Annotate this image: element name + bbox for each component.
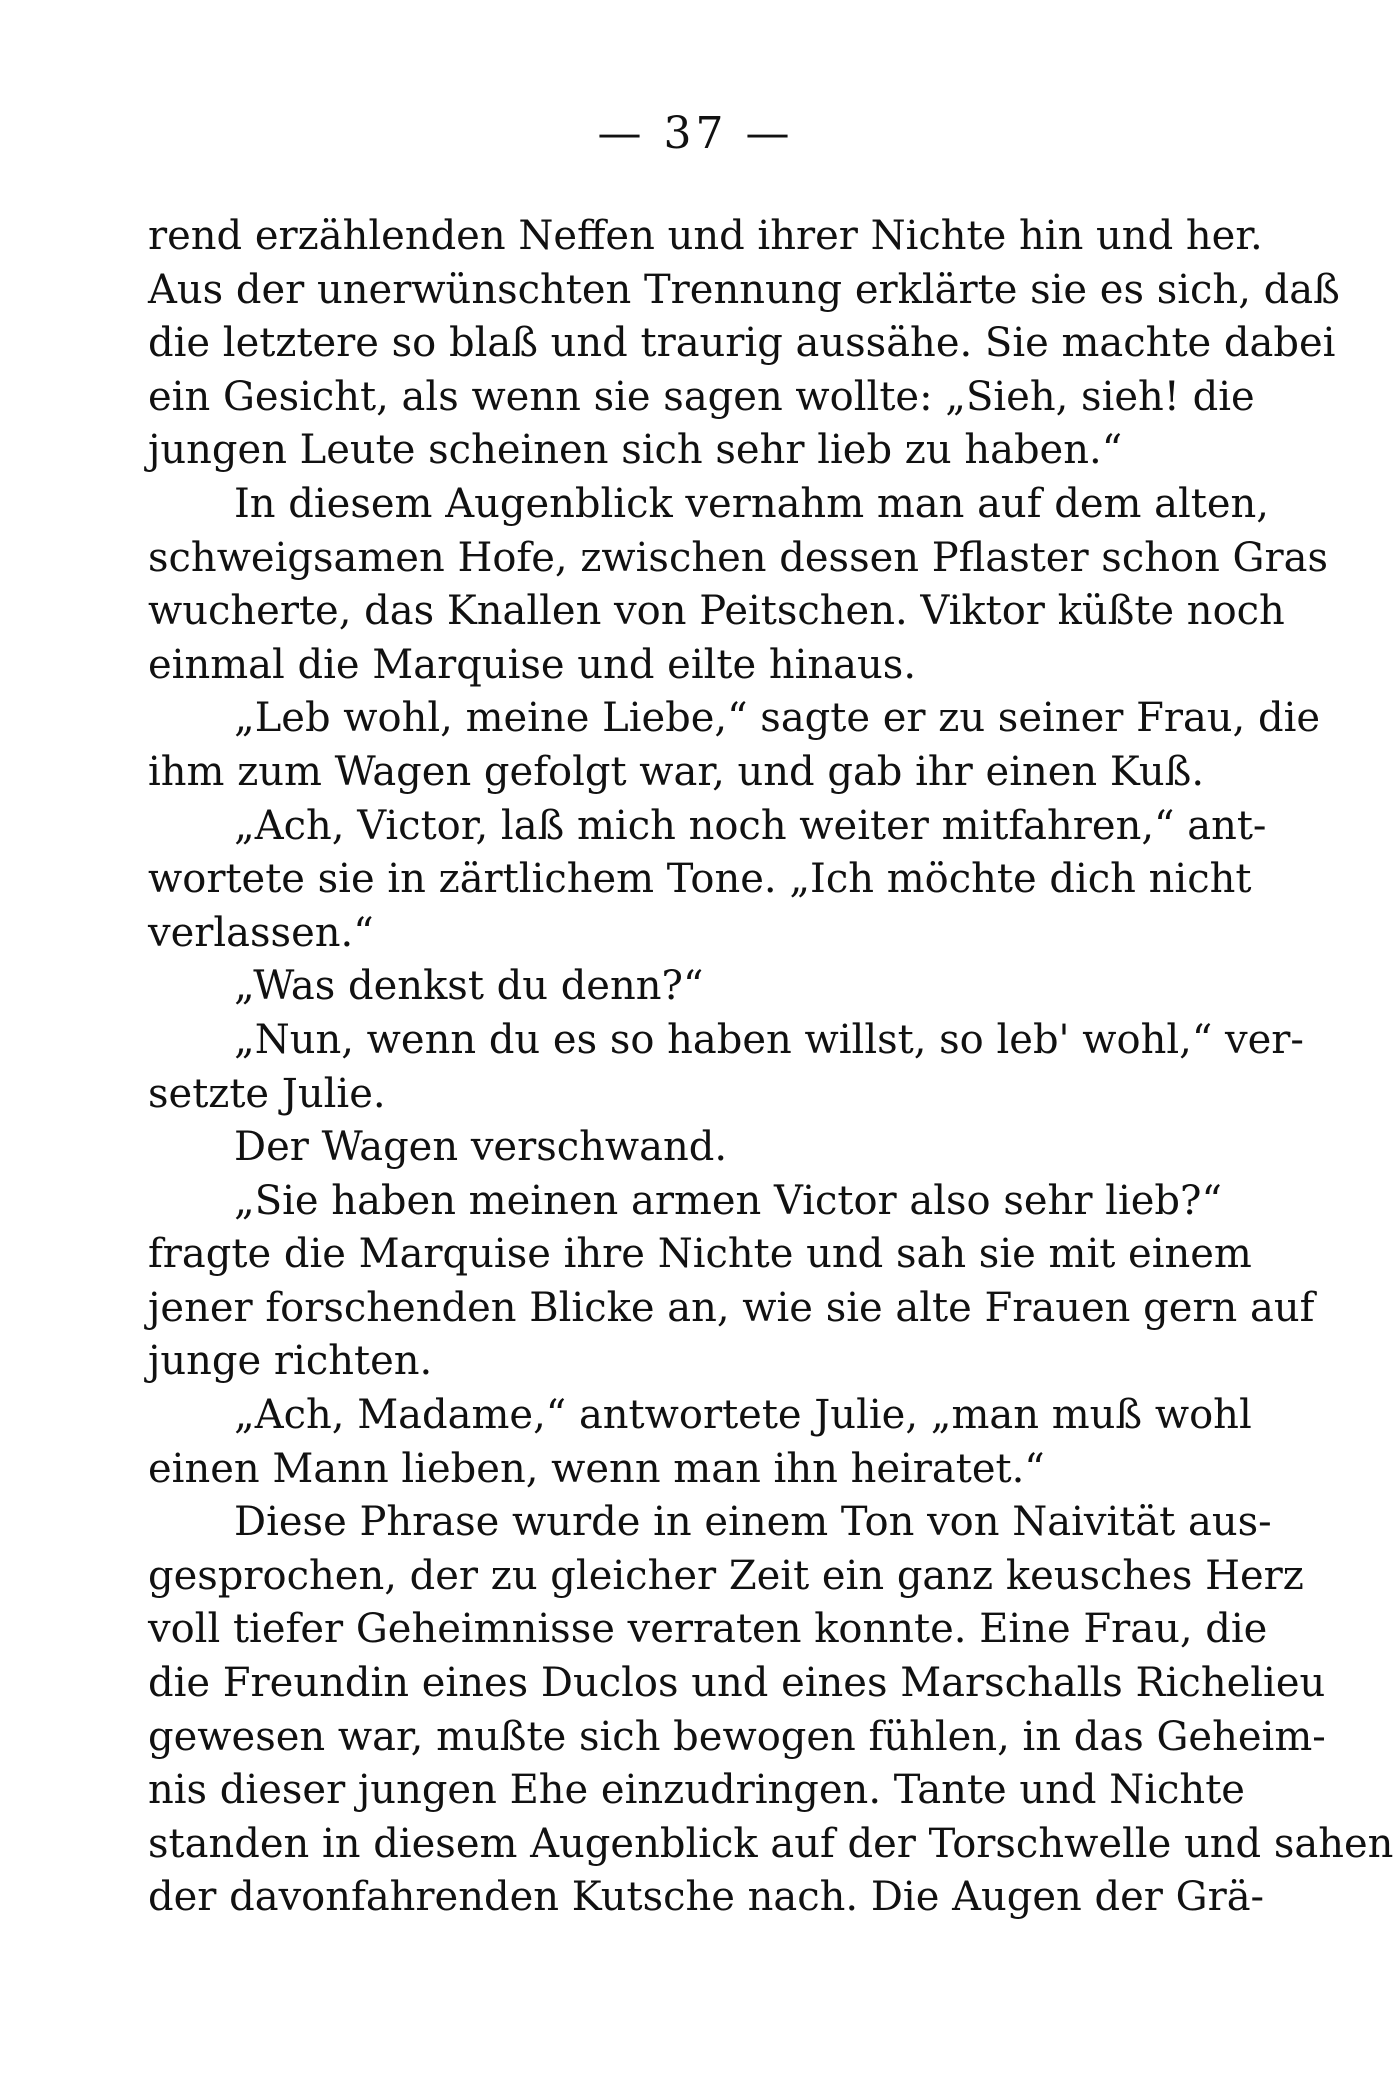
text-line: „Was denkst du denn?“ (234, 963, 704, 1010)
text-line: wortete sie in zärtlichem Tone. „Ich möchte dich nicht (148, 856, 1252, 903)
text-line: „Ach, Madame,“ antwortete Julie, „man muß wohl (234, 1392, 1252, 1439)
text-line: „Sie haben meinen armen Victor also sehr lieb?“ (234, 1177, 1222, 1224)
text-line: Aus der unerwünschten Trennung erklärte sie es sich, daß (148, 266, 1340, 313)
text-line: rend erzählenden Neffen und ihrer Nichte hin und her. (148, 213, 1263, 259)
text-line: jungen Leute scheinen sich sehr lieb zu haben.“ (148, 427, 1123, 474)
text-line: einmal die Marquise und eilte hinaus. (148, 641, 917, 688)
text-line: der davonfahrenden Kutsche nach. Die Augen der Grä- (148, 1874, 1265, 1921)
text-line: gewesen war, mußte sich bewogen fühlen, in das Geheim- (148, 1713, 1326, 1760)
text-line: voll tiefer Geheimnisse verraten konnte. Eine Frau, die (148, 1606, 1268, 1653)
text-line: jener forschenden Blicke an, wie sie alte Frauen gern auf (148, 1284, 1315, 1331)
text-line: Der Wagen verschwand. (234, 1124, 728, 1171)
text-line: „Leb wohl, meine Liebe,“ sagte er zu seiner Frau, die (234, 695, 1321, 742)
text-line: die letztere so blaß und traurig aussähe. Sie machte dabei (148, 320, 1336, 367)
text-line: fragte die Marquise ihre Nichte und sah sie mit einem (148, 1231, 1252, 1278)
text-line: die Freundin eines Duclos und eines Marschalls Richelieu (148, 1660, 1326, 1707)
text-line: „Nun, wenn du es so haben willst, so leb' wohl,“ ver- (234, 1016, 1304, 1063)
text-line: nis dieser jungen Ehe einzudringen. Tante und Nichte (148, 1767, 1245, 1814)
body-text (148, 210, 1393, 1925)
text-line: schweigsamen Hofe, zwischen dessen Pflaster schon Gras (148, 534, 1328, 581)
text-line: gesprochen, der zu gleicher Zeit ein ganz keusches Herz (148, 1552, 1304, 1599)
text-line: verlassen.“ (148, 909, 374, 956)
text-line: setzte Julie. (148, 1070, 386, 1117)
text-line: Diese Phrase wurde in einem Ton von Naivität aus- (234, 1499, 1272, 1546)
text-line: junge richten. (148, 1338, 433, 1385)
text-line: einen Mann lieben, wenn man ihn heiratet.“ (148, 1445, 1045, 1492)
page-number: — 37 — (597, 108, 794, 159)
text-line: wucherte, das Knallen von Peitschen. Viktor küßte noch (148, 588, 1285, 635)
text-line: In diesem Augenblick vernahm man auf dem alten, (234, 480, 1269, 527)
text-line: standen in diesem Augenblick auf der Torschwelle und sahen (148, 1820, 1393, 1867)
text-line: ihm zum Wagen gefolgt war, und gab ihr einen Kuß. (148, 748, 1205, 795)
text-line: „Ach, Victor, laß mich noch weiter mitfahren,“ ant- (234, 802, 1267, 849)
text-line: ein Gesicht, als wenn sie sagen wollte: „Sieh, sieh! die (148, 373, 1255, 420)
